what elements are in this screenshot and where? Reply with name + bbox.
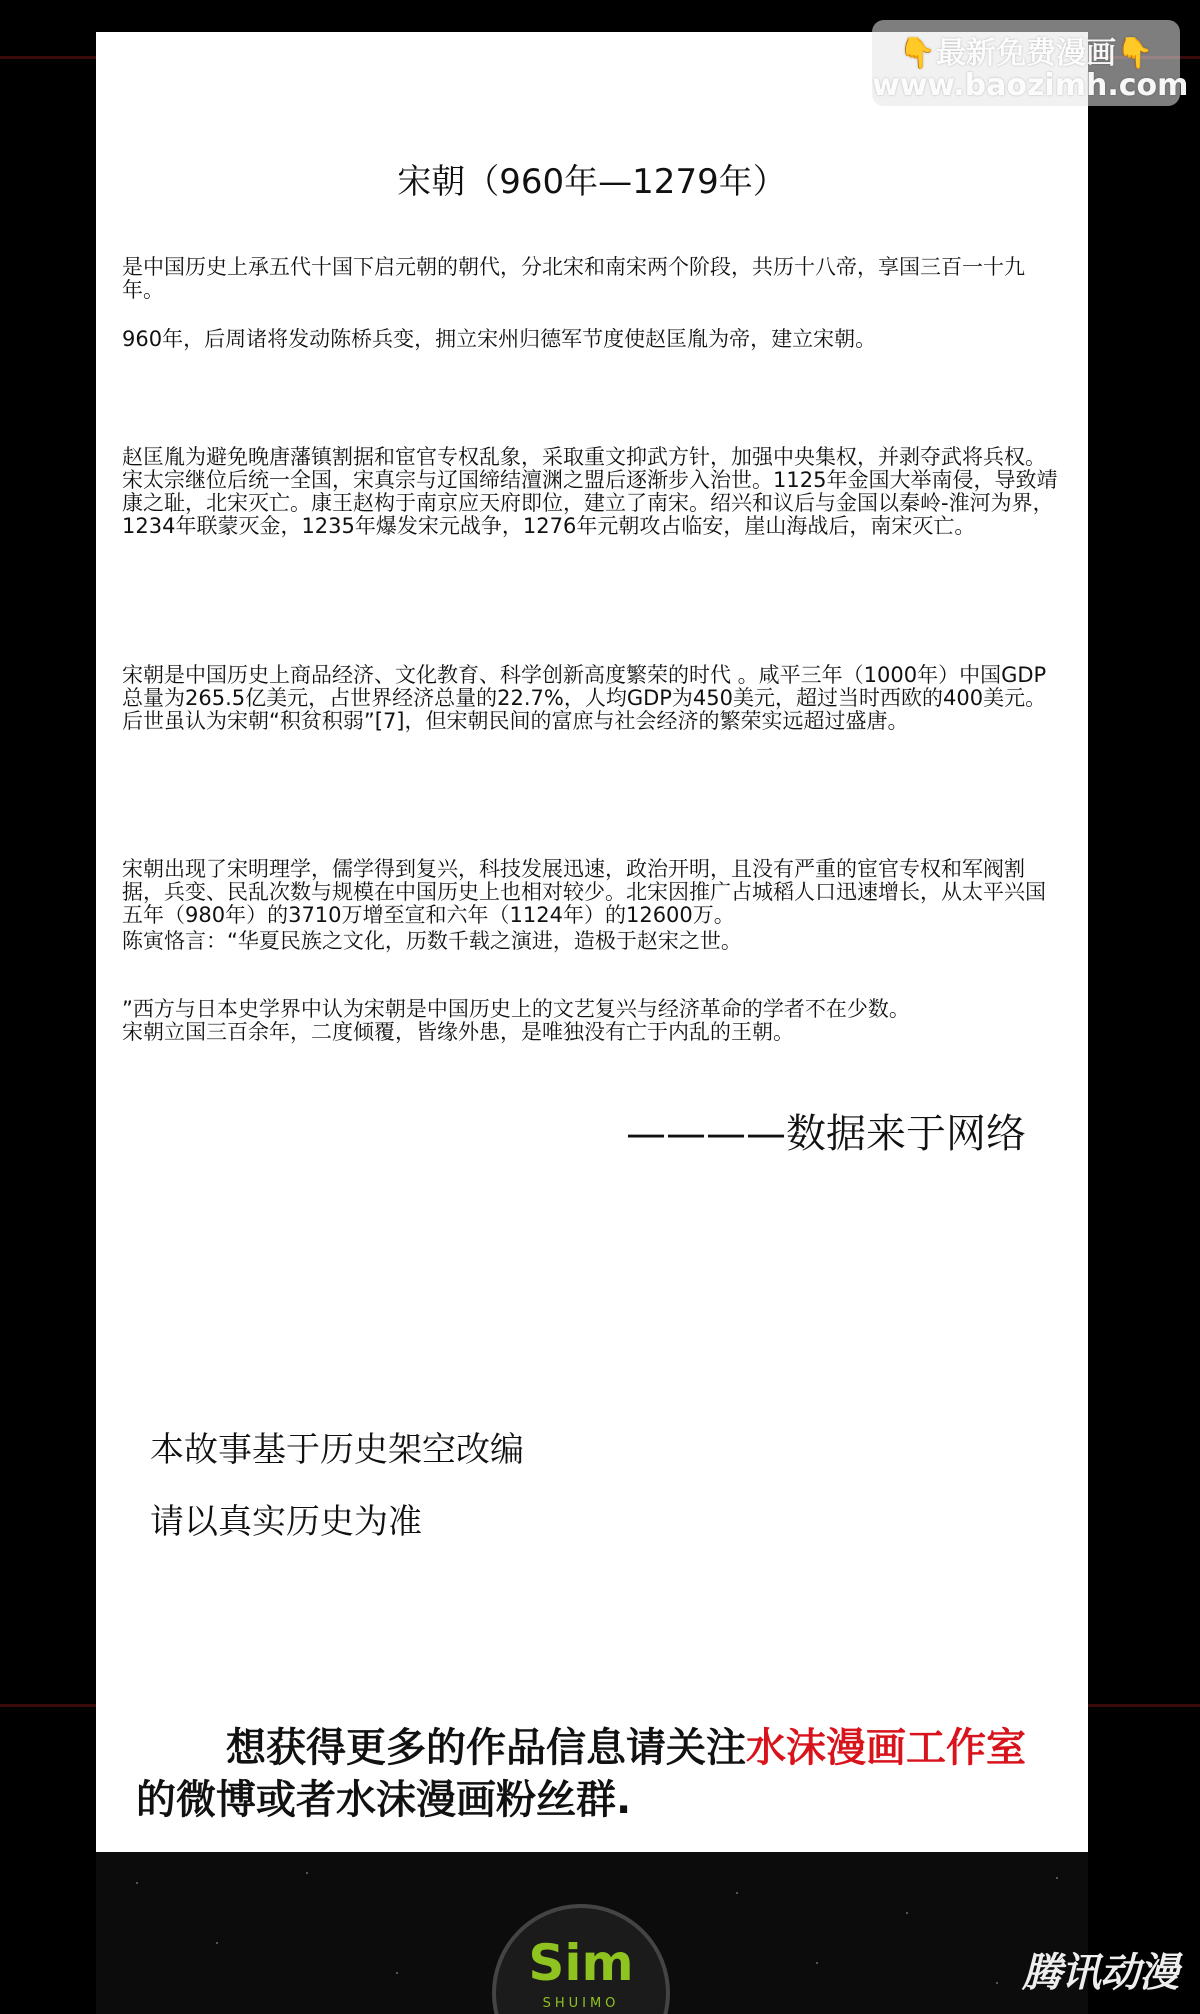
logo-text: Sim: [528, 1934, 634, 1992]
comic-page: [96, 32, 1088, 1852]
pointing-down-icon: 👇: [898, 36, 936, 71]
document-title: 宋朝（960年—1279年）: [397, 162, 787, 202]
paragraph: 是中国历史上承五代十国下启元朝的朝代，分北宋和南宋两个阶段，共历十八帝，享国三百一十九年。: [122, 255, 1025, 302]
paragraph: 960年，后周诸将发动陈桥兵变，拥立宋州归德军节度使赵匡胤为帝，建立宋朝。: [122, 327, 877, 351]
paragraph: 陈寅恪言：“华夏民族之文化，历数千载之演进，造极于赵宋之世。: [122, 929, 742, 953]
watermark-banner[interactable]: [872, 20, 1189, 106]
logo-subtext: SHUIMO: [542, 1996, 620, 2011]
watermark-url[interactable]: www.baozimh.com: [872, 68, 1189, 103]
edge-divider: [0, 56, 96, 59]
watermark-label: 👇最新免费漫画👇: [898, 36, 1154, 71]
studio-name-link[interactable]: 水沫漫画工作室: [746, 1725, 1026, 1771]
studio-logo: [492, 1904, 670, 2014]
follow-suffix: 的微博或者水沫漫画粉丝群.: [136, 1777, 632, 1823]
edge-divider: [0, 1704, 96, 1707]
paragraph: 宋朝立国三百余年，二度倾覆，皆缘外患，是唯独没有亡于内乱的王朝。: [122, 1020, 794, 1044]
paragraph: 宋朝是中国历史上商品经济、文化教育、科学创新高度繁荣的时代 。咸平三年（1000年）中国GDP总量为265.5亿美元，占世界经济总量的22.7%，人均GDP为450美元，超过当时西欧的400美元。 后世虽认为宋朝“积贫积弱”[7]，但宋朝民间的富庶与社会经济的繁荣实远超过盛唐。: [122, 663, 1047, 733]
disclaimer-line: 请以真实历史为准: [150, 1502, 422, 1542]
disclaimer-line: 本故事基于历史架空改编: [150, 1430, 524, 1470]
paragraph: ”西方与日本史学界中认为宋朝是中国历史上的文艺复兴与经济革命的学者不在少数。: [122, 997, 910, 1021]
follow-notice: [136, 1722, 1066, 1826]
follow-prefix: 想获得更多的作品信息请关注: [226, 1725, 746, 1771]
source-credit: ————数据来于网络: [626, 1111, 1026, 1157]
pointing-down-icon: 👇: [1116, 36, 1154, 71]
edge-divider: [1088, 1704, 1200, 1707]
footer-banner: [96, 1852, 1088, 2014]
paragraph: 宋朝出现了宋明理学，儒学得到复兴，科技发展迅速，政治开明，且没有严重的宦官专权和军阀割据，兵变、民乱次数与规模在中国历史上也相对较少。北宋因推广占城稻人口迅速增长，从太平兴国五年（980年）的3710万增至宣和六年（1124年）的12600万。: [122, 857, 1046, 927]
publisher-logo: 腾讯动漫: [1022, 1950, 1178, 1996]
paragraph: 赵匡胤为避免晚唐藩镇割据和宦官专权乱象，采取重文抑武方针，加强中央集权，并剥夺武将兵权。宋太宗继位后统一全国，宋真宗与辽国缔结澶渊之盟后逐渐步入治世。1125年金国大举南侵，导致靖康之耻，北宋灭亡。康王赵构于南京应天府即位，建立了南宋。绍兴和议后与金国以秦岭-淮河为界，1234年联蒙灭金，1235年爆发宋元战争，1276年元朝攻占临安，崖山海战后，南宋灭亡。: [122, 445, 1058, 538]
